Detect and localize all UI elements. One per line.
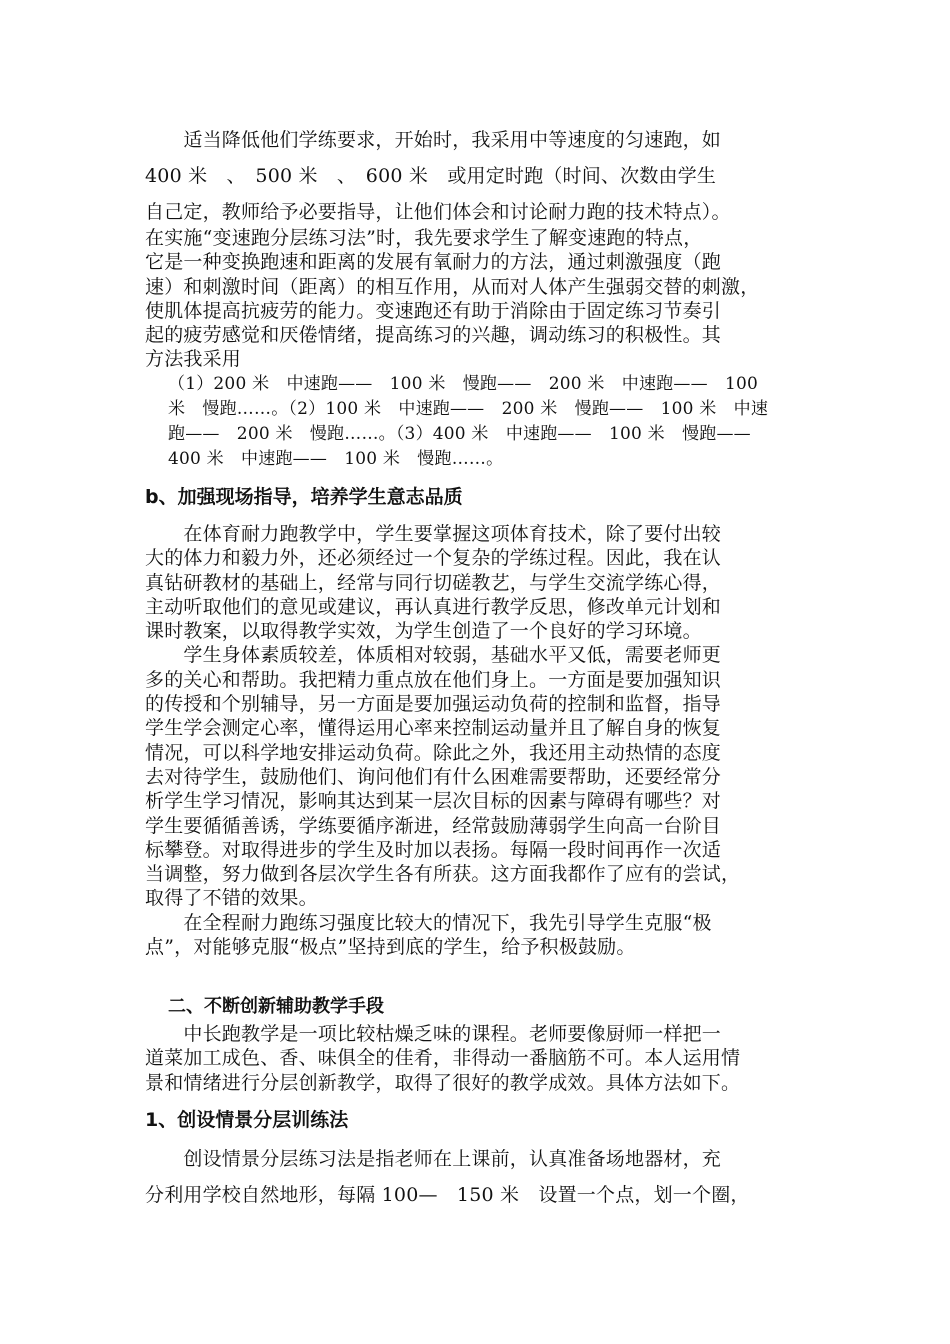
section-heading-1: 1、创设情景分层训练法: [145, 1109, 349, 1131]
paragraph-scenario-method: 创设情景分层练习法是指老师在上课前，认真准备场地器材，充 分利用学校自然地形，每隔 100— 150 米 设置一个点，划一个圈，: [145, 1148, 750, 1206]
paragraph-field-guidance: 在体育耐力跑教学中，学生要掌握这项体育技术，除了要付出较 大的体力和毅力外，还必须经过一个复杂的学练过程。因此，我在认 真钻研教材的基础上，经常与同行切磋教艺，与学生交流学练心得， 主动听取他们的意见或建议，再认真进行教学反思，修改单元计划和 课时教案，以取得教学实效，为学生创造了一个良好的学习环境。 学生身体素质较差，体质相对较弱，基础水平又低，需要老师更 多的关心和帮助。我把精力重点放在他们身上。一方面是要加强知识 的传授和个别辅导，另一方面是要加强运动负荷的控制和监督，指导 学生学会测定心率，懂得运用心率来控制运动量并且了解自身的恢复 情况，可以科学地安排运动负荷。除此之外，我还用主动热情的态度 去对待学生，鼓励他们、询问他们有什么困难需要帮助，还要经常分 析学生学习情况，影响其达到某一层次目标的因素与障碍有哪些？对 学生要循循善诱，学练要循序渐进，经常鼓励薄弱学生向高一台阶目 标攀登。对取得进步的学生及时加以表扬。每隔一段时间再作一次适 当调整，努力做到各层次学生各有所获。这方面我都作了应有的尝试， 取得了不错的效果。 在全程耐力跑练习强度比较大的情况下，我先引导学生克服“极 点”，对能够克服“极点”坚持到底的学生，给予积极鼓励。: [145, 523, 741, 959]
paragraph-innovation: 中长跑教学是一项比较枯燥乏味的课程。老师要像厨师一样把一 道菜加工成色、香、味俱全的佳肴，非得动一番脑筋不可。本人运用情 景和情绪进行分层创新教学，取得了很好的教学成效。具体方法如下。: [145, 1023, 741, 1094]
paragraph-variable-speed-intro: 在实施“变速跑分层练习法”时，我先要求学生了解变速跑的特点， 它是一种变换跑速和距离的发展有氧耐力的方法，通过刺激强度（跑 速）和刺激时间（距离）的相互作用，从而对人体产生强弱交替的刺激， 使肌体提高抗疲劳的能力。变速跑还有助于消除由于固定练习节奏引 起的疲劳感觉和厌倦情绪，提高练习的兴趣，调动练习的积极性。其 方法我采用: [145, 227, 760, 371]
section-heading-b: b、加强现场指导，培养学生意志品质: [145, 486, 463, 508]
paragraph-uniform-run: 适当降低他们学练要求，开始时，我采用中等速度的匀速跑，如 400 米 、 500 米 、 600 米 或用定时跑（时间、次数由学生 自己定，教师给予必要指导，让他们体会和讨论耐力跑的技术特点）。: [145, 129, 731, 223]
paragraph-method-list: （1）200 米 中速跑—— 100 米 慢跑—— 200 米 中速跑—— 100 米 慢跑……。（2）100 米 中速跑—— 200 米 慢跑—— 100 米 中速 跑—— 200 米 慢跑……。（3）400 米 中速跑—— 100 米 慢跑—— 400 米 中速跑—— 100 米 慢跑……。: [168, 374, 769, 469]
section-heading-2: 二、不断创新辅助教学手段: [168, 996, 384, 1017]
